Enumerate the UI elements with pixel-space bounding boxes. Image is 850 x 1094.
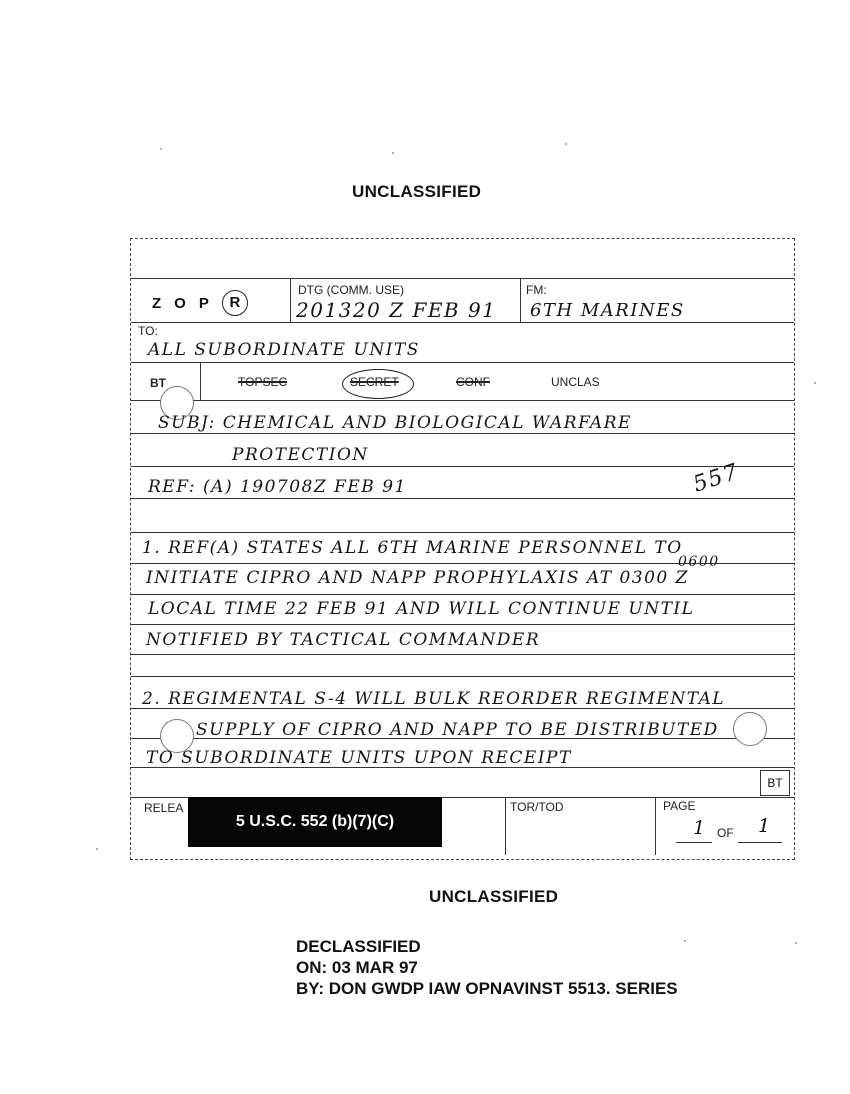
page-underline	[738, 842, 782, 843]
para2-line-3: TO SUBORDINATE UNITS UPON RECEIPT	[146, 748, 572, 768]
form-rule	[655, 797, 656, 855]
subject-line-2: PROTECTION	[232, 445, 369, 465]
form-rule	[290, 278, 291, 322]
form-rule	[131, 676, 794, 677]
releaser-label: RELEA	[144, 801, 184, 815]
dtg-value: 201320 Z FEB 91	[296, 298, 497, 322]
scan-speck	[160, 148, 162, 150]
page-label: PAGE	[663, 799, 696, 813]
form-rule	[131, 466, 794, 467]
dtg-label: DTG (COMM. USE)	[298, 283, 404, 297]
form-rule	[131, 433, 794, 434]
para1-time-correction: 0600	[678, 554, 720, 570]
page-underline	[676, 842, 712, 843]
para2-line-1: 2. REGIMENTAL S-4 WILL BULK REORDER REGIMENTAL	[142, 689, 726, 709]
form-rule	[131, 400, 794, 401]
form-rule	[520, 278, 521, 322]
fm-label: FM:	[526, 283, 547, 297]
precedence-r-circled: R	[222, 290, 248, 316]
classification-bottom: UNCLASSIFIED	[429, 887, 559, 906]
declassified-on-line: ON: 03 MAR 97	[296, 958, 418, 977]
scan-speck	[814, 382, 816, 384]
form-rule	[131, 594, 794, 595]
form-rule	[131, 532, 794, 533]
precedence-p: P	[198, 294, 209, 312]
secret-circle-mark	[342, 369, 414, 399]
scan-speck	[392, 152, 394, 154]
page-number: 1	[693, 817, 707, 839]
para2-line-2: SUPPLY OF CIPRO AND NAPP TO BE DISTRIBUTED	[196, 720, 719, 740]
para1-line-4: NOTIFIED BY TACTICAL COMMANDER	[146, 630, 541, 650]
form-rule	[131, 654, 794, 655]
classification-topsec: TOPSEC	[238, 375, 288, 389]
form-rule	[131, 624, 794, 625]
page-total: 1	[758, 815, 772, 837]
subject-line-1: SUBJ: CHEMICAL AND BIOLOGICAL WARFARE	[158, 413, 632, 433]
form-rule	[131, 278, 794, 279]
form-rule	[131, 498, 794, 499]
classification-unclas: UNCLAS	[551, 375, 600, 389]
redaction-block: 5 U.S.C. 552 (b)(7)(C)	[188, 797, 442, 847]
para1-line-1: 1. REF(A) STATES ALL 6TH MARINE PERSONNEL TO	[142, 538, 683, 558]
to-value: ALL SUBORDINATE UNITS	[148, 340, 420, 360]
form-rule	[131, 362, 794, 363]
scan-speck	[684, 940, 686, 942]
precedence-block	[152, 290, 248, 316]
declassification-stamp	[296, 936, 678, 999]
classification-secret: SECRET	[350, 375, 399, 389]
form-rule	[131, 322, 794, 323]
form-rule	[200, 362, 201, 400]
reference-line: REF: (A) 190708Z FEB 91	[148, 477, 407, 497]
bt-footer-box: BT	[760, 770, 790, 796]
classification-top: UNCLASSIFIED	[352, 182, 482, 201]
para1-line-2: INITIATE CIPRO AND NAPP PROPHYLAXIS AT 0300 Z	[146, 568, 689, 588]
precedence-z: Z	[152, 294, 162, 312]
declassified-by-line: BY: DON GWDP IAW OPNAVINST 5513. SERIES	[296, 979, 678, 998]
scan-speck	[96, 848, 98, 850]
of-label: OF	[717, 826, 734, 840]
punch-hole-icon	[733, 712, 767, 746]
fm-value: 6TH MARINES	[530, 300, 685, 321]
bt-label: BT	[150, 376, 166, 390]
reference-mark: 557	[690, 459, 743, 498]
precedence-o: O	[174, 294, 186, 312]
form-rule	[505, 797, 506, 855]
declassified-line: DECLASSIFIED	[296, 937, 421, 956]
scan-speck	[565, 143, 567, 145]
tor-tod-label: TOR/TOD	[510, 800, 564, 814]
classification-conf: CONF	[456, 375, 490, 389]
to-label: TO:	[138, 324, 158, 338]
scan-speck	[795, 942, 797, 944]
para1-line-3: LOCAL TIME 22 FEB 91 AND WILL CONTINUE UNTIL	[148, 599, 695, 619]
